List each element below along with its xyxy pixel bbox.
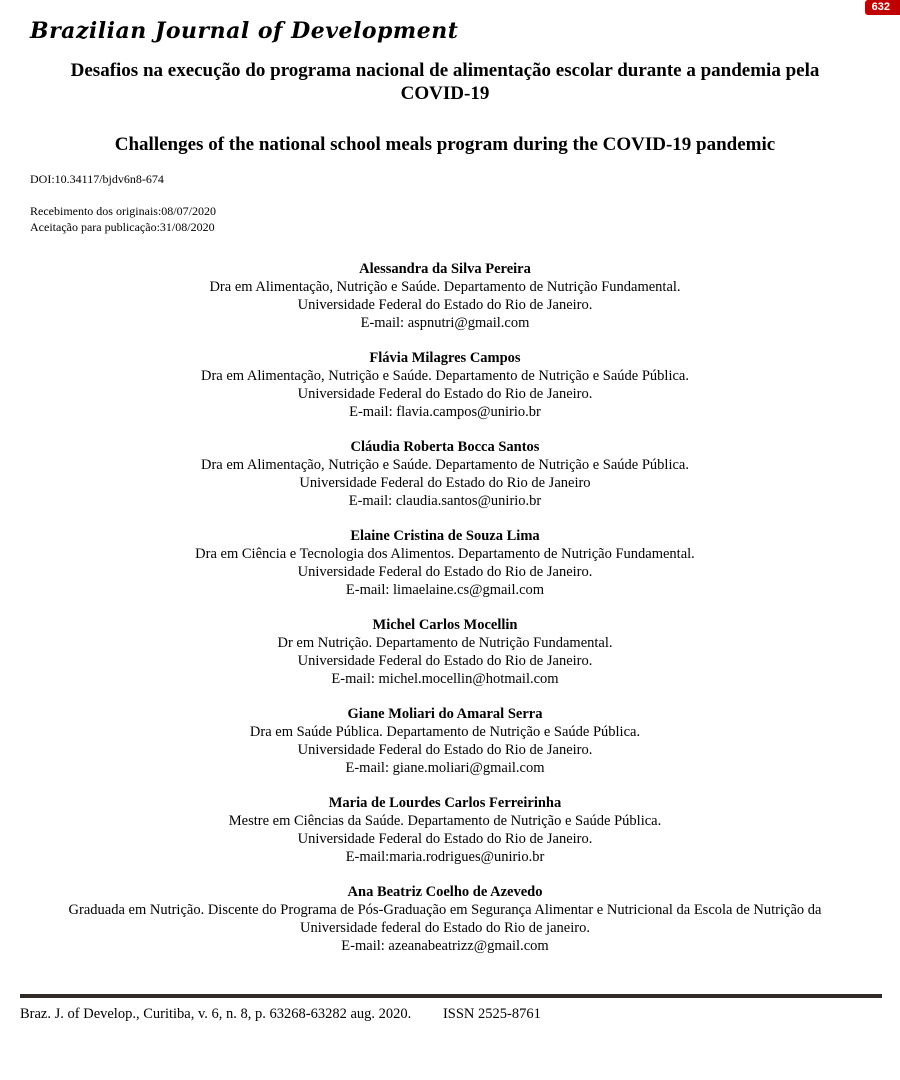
author-block (30, 794, 860, 866)
author-affiliation-line: Universidade Federal do Estado do Rio de Janeiro. (297, 652, 593, 669)
page-number-badge: 632 (865, 0, 900, 15)
author-affiliation-line: Universidade Federal do Estado do Rio de Janeiro. (297, 385, 593, 402)
author-affiliation-line: Universidade Federal do Estado do Rio de Janeiro. (297, 296, 593, 313)
author-affiliation-line: Dra em Alimentação, Nutrição e Saúde. Departamento de Nutrição e Saúde Pública. (201, 456, 689, 473)
doi-line: DOI:10.34117/bjdv6n8-674 (30, 172, 164, 187)
author-affiliation-line: Dr em Nutrição. Departamento de Nutrição Fundamental. (277, 634, 613, 651)
author-affiliation-line: Universidade Federal do Estado do Rio de Janeiro. (297, 830, 593, 847)
submission-dates (30, 204, 860, 235)
author-block (30, 260, 860, 332)
footer (20, 994, 882, 1023)
author-email-line: E-mail: giane.moliari@gmail.com (345, 759, 545, 776)
author-email-line: E-mail: aspnutri@gmail.com (360, 314, 530, 331)
author-block (30, 705, 860, 777)
author-email-line: E-mail: limaelaine.cs@gmail.com (345, 581, 545, 598)
author-name: Maria de Lourdes Carlos Ferreirinha (328, 794, 562, 811)
author-name: Michel Carlos Mocellin (372, 616, 518, 633)
author-email-line: E-mail: michel.mocellin@hotmail.com (331, 670, 559, 687)
footer-citation: Braz. J. of Develop., Curitiba, v. 6, n. 8, p. 63268-63282 aug. 2020. (20, 1006, 412, 1022)
author-block (30, 438, 860, 510)
author-affiliation-line: Universidade Federal do Estado do Rio de Janeiro. (297, 741, 593, 758)
author-email-line: E-mail: azeanabeatrizz@gmail.com (341, 937, 549, 954)
author-name: Ana Beatriz Coelho de Azevedo (347, 883, 543, 900)
author-affiliation-line: Dra em Alimentação, Nutrição e Saúde. Departamento de Nutrição Fundamental. (209, 278, 681, 295)
author-affiliation-line: Dra em Alimentação, Nutrição e Saúde. Departamento de Nutrição e Saúde Pública. (201, 367, 689, 384)
author-block (30, 883, 860, 955)
author-name: Flávia Milagres Campos (369, 349, 521, 366)
author-affiliation-line: Graduada em Nutrição. Discente do Programa de Pós-Graduação em Segurança Alimentar e Nutricional da Escola de Nutrição da Universidade federal do Estado do Rio de janeiro. (68, 901, 822, 936)
author-name: Elaine Cristina de Souza Lima (350, 527, 540, 544)
author-affiliation-line: Dra em Saúde Pública. Departamento de Nutrição e Saúde Pública. (249, 723, 641, 740)
author-email-line: E-mail: claudia.santos@unirio.br (348, 492, 542, 509)
author-affiliation-line: Mestre em Ciências da Saúde. Departamento de Nutrição e Saúde Pública. (228, 812, 662, 829)
author-block (30, 349, 860, 421)
author-affiliation-line: Universidade Federal do Estado do Rio de Janeiro (299, 474, 591, 491)
journal-name: Brazilian Journal of Development (30, 18, 459, 44)
footer-issn: ISSN 2525-8761 (442, 1006, 541, 1022)
received-date: Recebimento dos originais:08/07/2020 (30, 204, 216, 219)
author-block (30, 527, 860, 599)
author-name: Alessandra da Silva Pereira (359, 260, 531, 277)
author-block (30, 616, 860, 688)
accepted-date: Aceitação para publicação:31/08/2020 (30, 219, 215, 234)
author-name: Cláudia Roberta Bocca Santos (350, 438, 540, 455)
author-email-line: E-mail: flavia.campos@unirio.br (349, 403, 541, 420)
authors-section (30, 260, 860, 955)
title-english: Challenges of the national school meals program during the COVID-19 pandemic (114, 133, 776, 155)
author-email-line: E-mail:maria.rodrigues@unirio.br (345, 848, 545, 865)
title-portuguese: Desafios na execução do programa nacional de alimentação escolar durante a pandemia pela COVID-19 (70, 60, 820, 104)
author-name: Giane Moliari do Amaral Serra (347, 705, 543, 722)
author-affiliation-line: Universidade Federal do Estado do Rio de Janeiro. (297, 563, 593, 580)
author-affiliation-line: Dra em Ciência e Tecnologia dos Alimentos. Departamento de Nutrição Fundamental. (195, 545, 695, 562)
